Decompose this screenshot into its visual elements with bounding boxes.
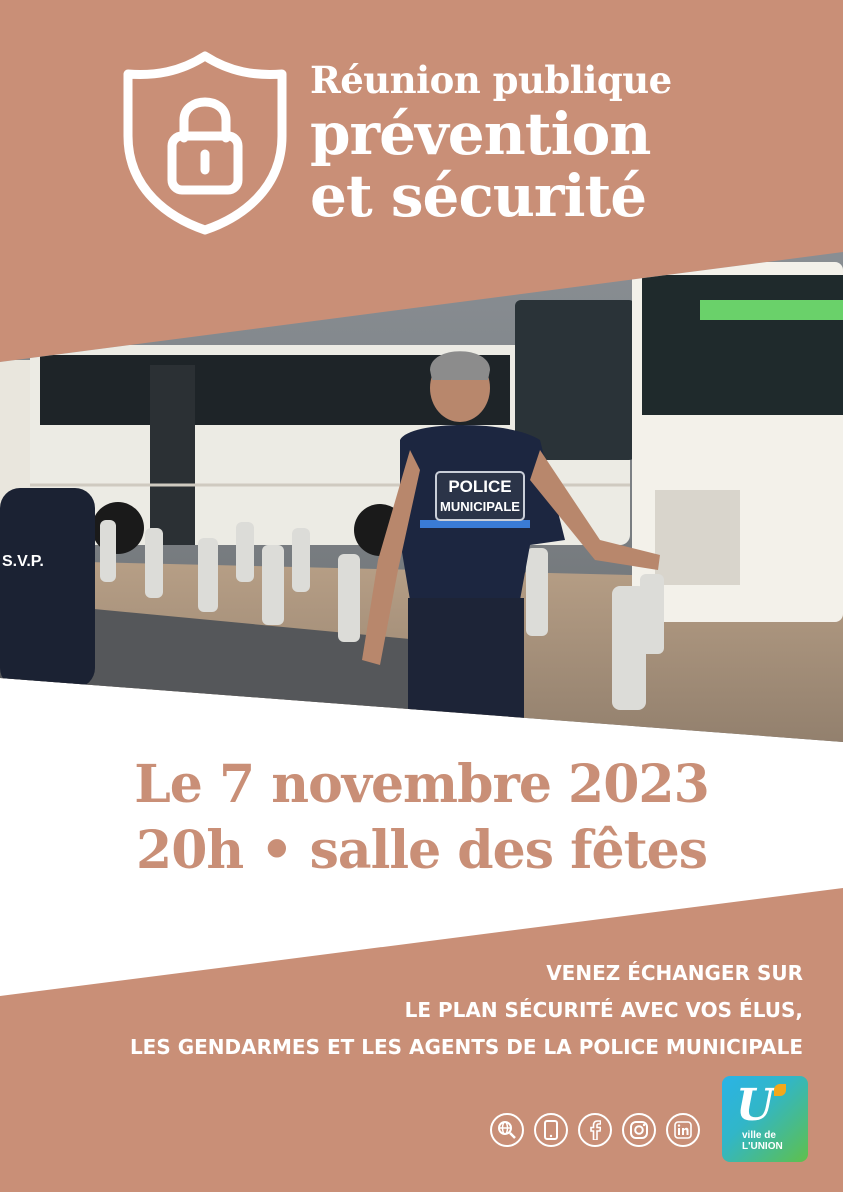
ville-de-lunion-logo [722,1076,808,1162]
instagram-icon[interactable] [622,1113,656,1147]
phone-icon[interactable] [534,1113,568,1147]
shield-lock-icon [120,50,290,235]
vest-label-municipale: MUNICIPALE [440,499,520,514]
logo-line-1: ville de [742,1130,776,1141]
title-line-1: Réunion publique [310,58,672,102]
call-to-action [130,955,803,1066]
logo-text [742,1130,783,1152]
logo-line-2: L'UNION [742,1141,783,1152]
logo-mark: U [736,1080,775,1131]
event-date: Le 7 novembre 2023 [134,754,709,815]
web-search-icon[interactable] [490,1113,524,1147]
page-title [310,58,672,230]
header [0,0,843,260]
social-links [490,1113,700,1147]
svp-label: S.V.P. [2,553,44,570]
title-line-2: prévention [310,100,651,168]
event-info [0,752,843,884]
cta-line-1: VENEZ ÉCHANGER SUR [546,961,803,985]
logo-leaf [774,1084,786,1096]
event-time-place: 20h • salle des fêtes [136,820,707,881]
linkedin-icon[interactable] [666,1113,700,1147]
cta-line-2: LE PLAN SÉCURITÉ AVEC VOS ÉLUS, [404,998,803,1022]
title-line-3: et sécurité [310,162,647,230]
facebook-icon[interactable] [578,1113,612,1147]
vest-label-police: POLICE [448,477,512,496]
cta-line-3: LES GENDARMES ET LES AGENTS DE LA POLICE MUNICIPALE [129,1035,803,1059]
